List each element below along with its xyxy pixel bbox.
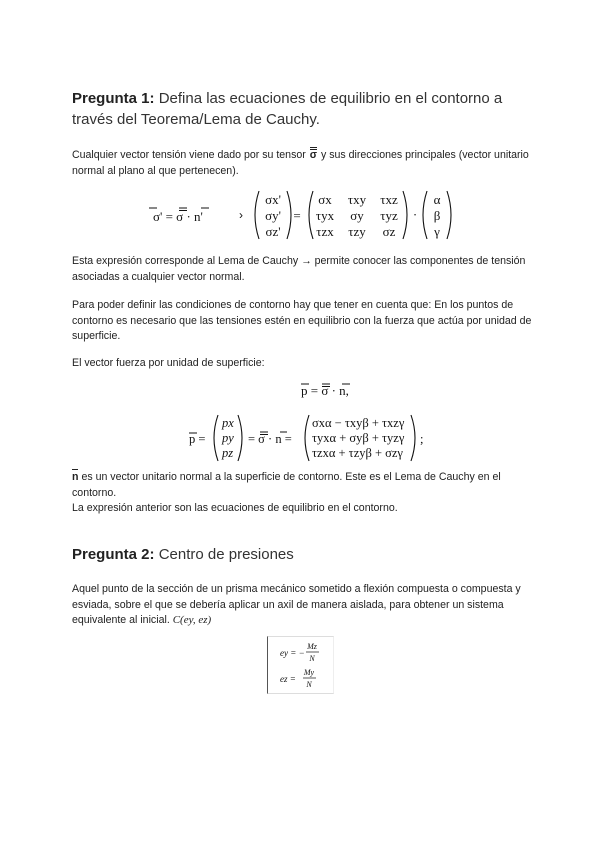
equation-lhs: σ' = σ · n' — [153, 209, 203, 224]
tensor-cell-22: σy — [350, 208, 364, 223]
paragraph-1-after: y sus direcciones principales (vector unitario normal al plano al que pertenecen). — [72, 149, 529, 177]
p-x: px — [222, 416, 234, 430]
question-2-label: Pregunta 2: — [72, 546, 155, 563]
row-2: τyxα + σyβ + τyzγ — [312, 431, 405, 445]
paragraph-tension-vector — [72, 148, 532, 179]
force-vector-equation — [300, 378, 370, 400]
tensor-cell-11: σx — [318, 192, 332, 207]
paragraph-1-before: Cualquier vector tensión viene dado por su tensor — [72, 149, 306, 161]
question-1-heading — [72, 88, 532, 130]
sigma-prime-y: σy' — [265, 208, 281, 223]
normal-vector-symbol: n — [72, 471, 79, 483]
equation-3-end: ; — [420, 432, 424, 446]
tensor-symbol: σ — [309, 149, 317, 161]
paragraph-normal-vector — [72, 470, 532, 517]
direction-gamma: γ — [434, 224, 440, 239]
svg-text:=: = — [293, 208, 301, 223]
tensor-cell-31: τzx — [316, 224, 334, 239]
question-1-label: Pregunta 1: — [72, 90, 155, 107]
ey-numerator: Mz — [307, 642, 317, 651]
paragraph-5-line-2: La expresión anterior son las ecuaciones de equilibrio en el contorno. — [72, 502, 398, 514]
pressure-center-formula: C(ey, ez) — [172, 614, 212, 626]
tensor-cell-12: τxy — [347, 192, 367, 207]
paragraph-6-text: Aquel punto de la sección de un prisma mecánico sometido a flexión compuesta o compuesta y esviada, sobre el que se debería aplicar un axil de manera aislada, para obtener un sistema equivalente al inicial. — [72, 583, 521, 626]
force-equation-text: p = σ · n, — [301, 383, 349, 398]
paragraph-5-line-1: es un vector unitario normal a la superficie de contorno. Este es el Lema de Cauchy en el contorno. — [72, 471, 501, 499]
p-y: py — [222, 431, 234, 445]
question-2-heading — [72, 544, 532, 565]
ey-denominator: N — [309, 654, 315, 663]
tensor-cell-32: τzy — [348, 224, 366, 239]
cauchy-lemma-equation — [145, 188, 455, 242]
paragraph-boundary-conditions: Para poder definir las condiciones de contorno hay que tener en cuenta que: En los puntos de contorno es necesario que las tensiones estén en equilibrio con la fuerza que actúa por unidad de superficie. — [72, 299, 532, 342]
tensor-cell-33: σz — [382, 224, 396, 239]
question-2-title: Centro de presiones — [158, 546, 294, 563]
dot-operator: · — [412, 207, 418, 222]
paragraph-force-vector: El vector fuerza por unidad de superficie: — [72, 357, 265, 369]
arrow-symbol: › — [239, 208, 243, 222]
paragraph-cauchy-lemma: Esta expresión corresponde al Lema de Cauchy → permite conocer las componentes de tensión asociadas a cualquier vector normal. — [72, 255, 526, 283]
equation-3-middle: = σ · n = — [248, 432, 292, 446]
sigma-prime-z: σz' — [265, 224, 281, 239]
tensor-cell-23: τyz — [380, 208, 398, 223]
question-1-title: Defina las ecuaciones de equilibrio en el contorno a través del Teorema/Lema de Cauchy. — [72, 90, 503, 128]
tensor-cell-13: τxz — [380, 192, 398, 207]
paragraph-pressure-center — [72, 582, 532, 629]
equation-3-lhs: p = — [189, 432, 206, 446]
ey-lhs: ey = − — [280, 648, 305, 658]
direction-beta: β — [433, 208, 441, 223]
pressure-center-equations — [268, 637, 333, 693]
pressure-center-equations-box — [267, 636, 334, 694]
direction-alpha: α — [433, 192, 441, 207]
row-1: σxα − τxyβ + τxzγ — [312, 416, 405, 430]
ez-numerator: My — [303, 668, 315, 677]
tensor-cell-21: τyx — [315, 208, 335, 223]
sigma-prime-x: σx' — [265, 192, 281, 207]
ez-lhs: ez = — [280, 674, 296, 684]
p-z: pz — [222, 446, 234, 460]
ez-denominator: N — [306, 680, 312, 689]
boundary-equilibrium-equation — [188, 412, 428, 464]
row-3: τzxα + τzyβ + σzγ — [312, 446, 403, 460]
